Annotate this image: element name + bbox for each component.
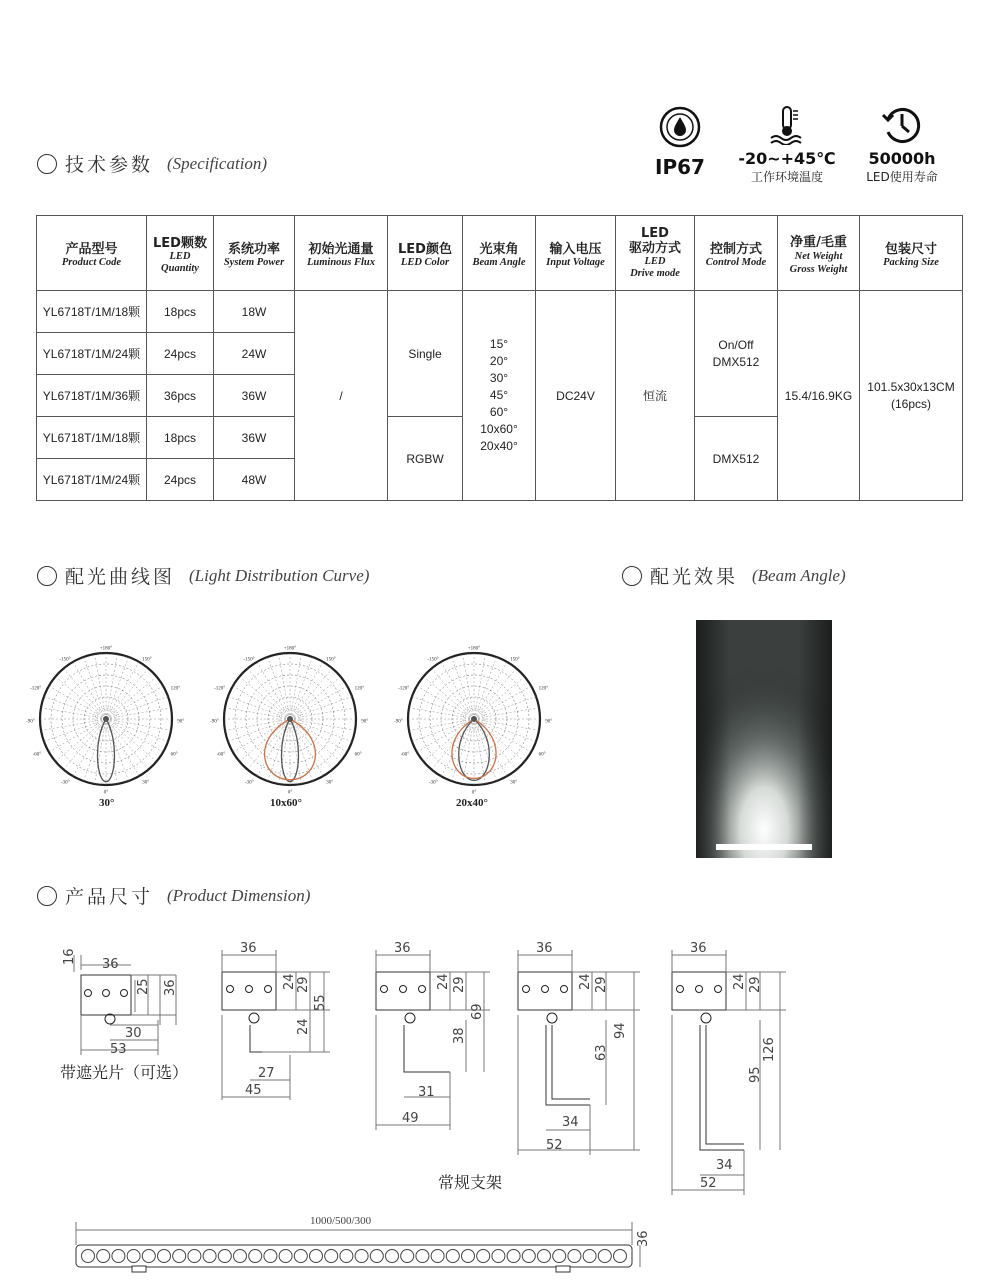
thermometer-icon — [765, 105, 809, 145]
dimension-value: 24 — [282, 973, 297, 990]
polar-tick-label: 90° — [361, 719, 369, 725]
temp-caption: 工作环境温度 — [750, 170, 823, 184]
dimension-value: 63 — [594, 1044, 609, 1061]
polar-diagram-1 — [6, 634, 206, 804]
product-code-cell: YL6718T/1M/24颗 — [37, 459, 147, 501]
polar-tick-label: -90° — [394, 719, 403, 725]
polar-tick-label: 30° — [326, 780, 334, 786]
packing-cell: 101.5x30x13CM (16pcs) — [860, 291, 963, 501]
color-single-cell: Single — [388, 291, 463, 417]
power-cell: 24W — [214, 333, 295, 375]
product-code-cell: YL6718T/1M/18颗 — [37, 291, 147, 333]
power-cell: 18W — [214, 291, 295, 333]
led-qty-cell: 24pcs — [147, 459, 214, 501]
dimension-value: 49 — [402, 1111, 419, 1126]
table-row — [37, 291, 963, 333]
beam-angle-cell: 15° 20° 30° 45° 60° 10x60° 20x40° — [463, 291, 536, 501]
polar-tick-label: 60° — [538, 752, 546, 758]
led-dot — [477, 1250, 490, 1263]
polar-tick-label: 0° — [471, 790, 477, 796]
dimension-value: 36 — [536, 941, 553, 956]
polar-tick-label: -30° — [61, 780, 70, 786]
spec-section-title — [37, 150, 267, 177]
led-dot — [583, 1250, 596, 1263]
led-dot — [97, 1250, 110, 1263]
led-dot — [462, 1250, 475, 1263]
led-dot — [264, 1250, 277, 1263]
dimension-value: 36 — [163, 979, 178, 996]
led-dot — [446, 1250, 459, 1263]
dimension-value: 36 — [102, 957, 119, 972]
led-qty-cell: 18pcs — [147, 417, 214, 459]
dimension-value: 52 — [546, 1138, 563, 1153]
dimension-value: 94 — [613, 1022, 628, 1039]
polar-tick-label: -150° — [427, 657, 439, 663]
header-cell: LED颜色 LED Color — [388, 216, 463, 291]
led-dot — [538, 1250, 551, 1263]
curve-section-title — [37, 562, 369, 589]
polar-tick-label: -90° — [210, 719, 219, 725]
beam-section-title — [622, 562, 846, 589]
polar-tick-label: 30° — [142, 780, 150, 786]
led-dot — [340, 1250, 353, 1263]
dimension-value: 69 — [470, 1003, 485, 1020]
dimension-value: 24 — [578, 973, 593, 990]
clock-icon — [880, 105, 924, 145]
beam-title-cn: 配光效果 — [650, 566, 739, 588]
polar-tick-label: -60° — [216, 752, 226, 758]
polar-tick-label: +180° — [467, 646, 481, 652]
caption-standard-bracket: 常规支架 — [438, 1173, 503, 1192]
dimension-value: 29 — [594, 976, 609, 993]
polar-tick-label: -60° — [32, 752, 42, 758]
ip-badge — [640, 105, 720, 179]
dimension-value: 34 — [562, 1115, 579, 1130]
caption-optional-shield: 带遮光片（可选） — [60, 1063, 189, 1082]
polar-tick-label: -90° — [26, 719, 35, 725]
dimension-title-cn: 产品尺寸 — [65, 886, 154, 908]
polar-tick-label: 60° — [170, 752, 178, 758]
polar-tick-label: +180° — [99, 646, 113, 652]
dimension-value: 34 — [716, 1158, 733, 1173]
led-dot — [355, 1250, 368, 1263]
polar-diagram-3 — [374, 634, 574, 804]
polar-tick-label: 120° — [538, 686, 549, 692]
curve-label-1: 30° — [99, 797, 115, 809]
table-header-row — [37, 216, 963, 291]
polar-tick-label: 90° — [177, 719, 185, 725]
dimension-value: 29 — [748, 976, 763, 993]
led-qty-cell: 36pcs — [147, 375, 214, 417]
header-cell: 净重/毛重 Net Weight Gross Weight — [778, 216, 860, 291]
polar-tick-label: -30° — [429, 780, 438, 786]
polar-center — [471, 716, 477, 722]
dimension-value: 53 — [110, 1042, 127, 1057]
spec-title-cn: 技术参数 — [65, 154, 154, 176]
polar-tick-label: 0° — [287, 790, 293, 796]
led-dot — [249, 1250, 262, 1263]
polar-center — [287, 716, 293, 722]
product-code-cell: YL6718T/1M/24颗 — [37, 333, 147, 375]
section-bullet-icon — [37, 154, 57, 174]
led-qty-cell: 18pcs — [147, 291, 214, 333]
polar-tick-label: +180° — [283, 646, 297, 652]
life-hours: 50000h — [868, 149, 936, 168]
curve-label-3: 20x40° — [456, 797, 488, 809]
led-dot — [218, 1250, 231, 1263]
led-dot — [325, 1250, 338, 1263]
led-dot — [614, 1250, 627, 1263]
voltage-cell: DC24V — [536, 291, 616, 501]
dimension-value: 36 — [690, 941, 707, 956]
led-dot — [142, 1250, 155, 1263]
dimension-value: 27 — [258, 1066, 275, 1081]
header-cell: 产品型号 Product Code — [37, 216, 147, 291]
led-dot — [188, 1250, 201, 1263]
led-dot — [431, 1250, 444, 1263]
dimension-value: 1000/500/300 — [310, 1215, 372, 1227]
led-dot — [507, 1250, 520, 1263]
header-cell: 初始光通量 Luminous Flux — [295, 216, 388, 291]
spec-title-en: (Specification) — [167, 153, 268, 173]
power-cell: 36W — [214, 417, 295, 459]
led-dot — [522, 1250, 535, 1263]
polar-tick-label: 150° — [510, 657, 520, 663]
polar-tick-label: -120° — [214, 686, 226, 692]
curve-title-cn: 配光曲线图 — [65, 566, 176, 588]
led-dot — [492, 1250, 505, 1263]
power-cell: 48W — [214, 459, 295, 501]
beam-effect-photo — [696, 620, 832, 858]
polar-tick-label: 60° — [354, 752, 362, 758]
dimension-value: 24 — [732, 973, 747, 990]
header-cell: 包装尺寸 Packing Size — [860, 216, 963, 291]
ip-rating: IP67 — [655, 155, 705, 179]
life-badge — [852, 105, 952, 185]
polar-tick-label: -150° — [243, 657, 255, 663]
beam-title-en: (Beam Angle) — [752, 565, 846, 585]
led-dot — [310, 1250, 323, 1263]
section-bullet-icon — [37, 566, 57, 586]
led-dot — [401, 1250, 414, 1263]
fixture-long-bar — [76, 1222, 640, 1272]
led-dot — [598, 1250, 611, 1263]
dimension-value: 29 — [452, 976, 467, 993]
dimension-value: 45 — [245, 1083, 262, 1098]
polar-tick-label: -120° — [398, 686, 410, 692]
dimension-title-en: (Product Dimension) — [167, 885, 311, 905]
polar-tick-label: -30° — [245, 780, 254, 786]
temp-range: -20~+45℃ — [738, 149, 836, 168]
temp-badge — [732, 105, 842, 185]
polar-tick-label: -150° — [59, 657, 71, 663]
header-cell: 光束角 Beam Angle — [463, 216, 536, 291]
control-mode-cell: DMX512 — [695, 417, 778, 501]
led-dot — [279, 1250, 292, 1263]
led-qty-cell: 24pcs — [147, 333, 214, 375]
drive-mode-cell: 恒流 — [616, 291, 695, 501]
dimension-value: 25 — [136, 978, 151, 995]
led-dot — [568, 1250, 581, 1263]
led-dot — [158, 1250, 171, 1263]
dimension-value: 52 — [700, 1176, 717, 1191]
header-cell: LED颗数 LED Quantity — [147, 216, 214, 291]
dimension-value: 24 — [436, 973, 451, 990]
header-cell: 系统功率 System Power — [214, 216, 295, 291]
dimension-value: 36 — [240, 941, 257, 956]
led-dot — [203, 1250, 216, 1263]
led-dot — [112, 1250, 125, 1263]
weight-cell: 15.4/16.9KG — [778, 291, 860, 501]
control-mode-cell: On/Off DMX512 — [695, 291, 778, 417]
dimension-value: 30 — [125, 1026, 142, 1041]
dimension-value: 55 — [313, 994, 328, 1011]
dimension-value: 31 — [418, 1085, 435, 1100]
dimension-value: 126 — [762, 1037, 777, 1062]
section-bullet-icon — [622, 566, 642, 586]
led-dot — [234, 1250, 247, 1263]
dimension-value: 36 — [394, 941, 411, 956]
dimension-value: 29 — [296, 976, 311, 993]
feature-badges — [640, 105, 960, 185]
dimension-drawing-bracket-1 — [222, 950, 330, 1100]
polar-center — [103, 716, 109, 722]
led-dot — [386, 1250, 399, 1263]
product-code-cell: YL6718T/1M/18颗 — [37, 417, 147, 459]
polar-tick-label: 150° — [142, 657, 152, 663]
polar-tick-label: 0° — [103, 790, 109, 796]
life-caption: LED使用寿命 — [866, 170, 938, 184]
dimension-value: 38 — [452, 1027, 467, 1044]
flux-cell: / — [295, 291, 388, 501]
dimension-section-title — [37, 882, 310, 909]
product-code-cell: YL6718T/1M/36颗 — [37, 375, 147, 417]
spec-table — [36, 215, 963, 501]
led-dot — [416, 1250, 429, 1263]
dimension-value: 95 — [748, 1066, 763, 1083]
section-bullet-icon — [37, 886, 57, 906]
led-dot — [82, 1250, 95, 1263]
polar-tick-label: 30° — [510, 780, 518, 786]
polar-tick-label: 120° — [170, 686, 181, 692]
header-cell: 输入电压 Input Voltage — [536, 216, 616, 291]
header-cell: 控制方式 Control Mode — [695, 216, 778, 291]
dimension-value: 16 — [62, 948, 77, 965]
header-cell: LED 驱动方式 LED Drive mode — [616, 216, 695, 291]
polar-tick-label: 120° — [354, 686, 365, 692]
dimension-drawing-bracket-2 — [376, 950, 490, 1130]
power-cell: 36W — [214, 375, 295, 417]
polar-tick-label: 150° — [326, 657, 336, 663]
led-dot — [127, 1250, 140, 1263]
curve-label-2: 10x60° — [270, 797, 302, 809]
led-dot — [173, 1250, 186, 1263]
dimension-value: 36 — [636, 1230, 651, 1247]
curve-title-en: (Light Distribution Curve) — [189, 565, 370, 585]
polar-tick-label: 90° — [545, 719, 553, 725]
led-dot — [294, 1250, 307, 1263]
polar-tick-label: -120° — [30, 686, 42, 692]
led-dot — [553, 1250, 566, 1263]
polar-tick-label: -60° — [400, 752, 410, 758]
color-rgbw-cell: RGBW — [388, 417, 463, 501]
water-drop-icon — [658, 105, 702, 149]
polar-diagram-2 — [190, 634, 390, 804]
led-dot — [370, 1250, 383, 1263]
dimension-value: 24 — [296, 1018, 311, 1035]
